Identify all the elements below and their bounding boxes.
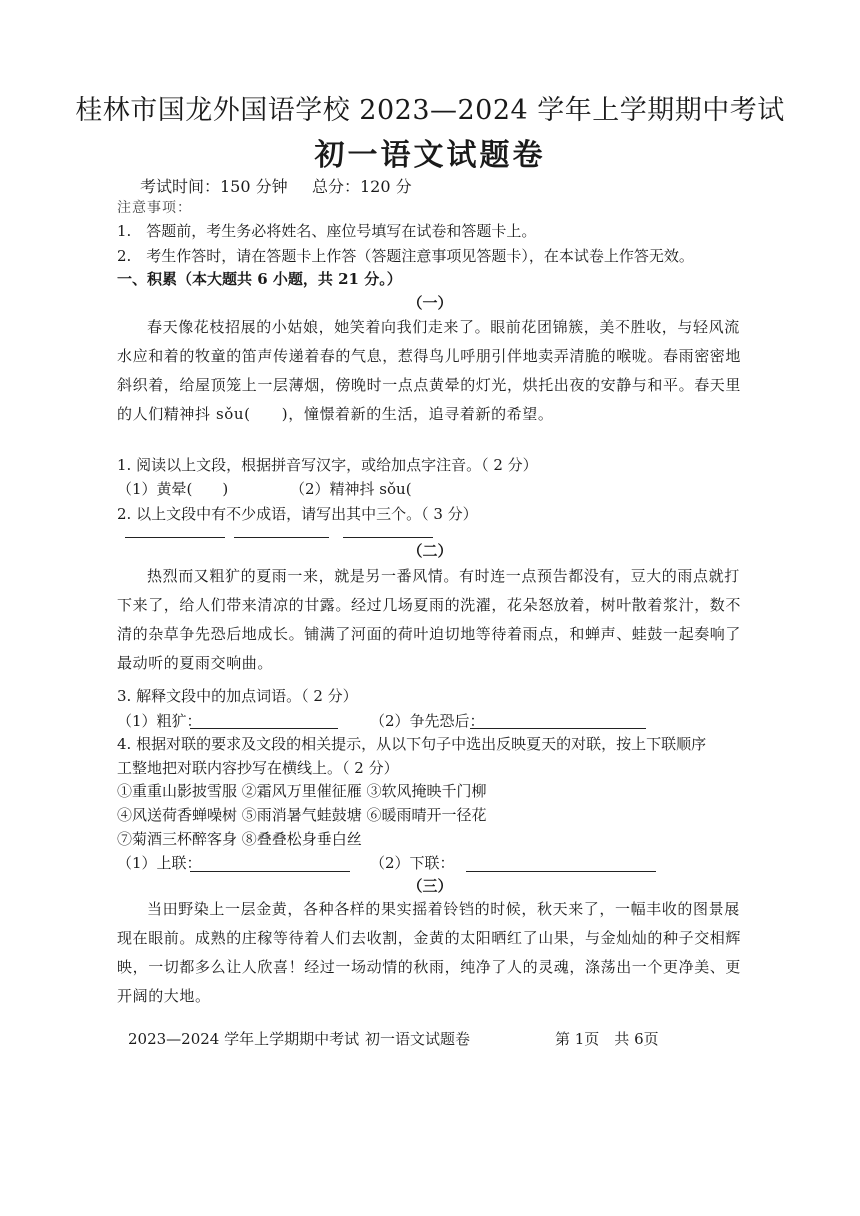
instruction-item: 2. 考生作答时，请在答题卡上作答（答题注意事项见答题卡），在本试卷上作答无效。 [117, 247, 694, 265]
couplet-options: ①重重山影披雪服 ②霜风万里催征雁 ③软风掩映千门柳 [117, 782, 487, 800]
total-score: 总分：120 分 [312, 177, 412, 196]
footer-page: 第 1页 共 6页 [555, 1030, 659, 1048]
answer-blank[interactable] [466, 870, 656, 872]
passage-line: 当田野染上一层金黄，各种各样的果实摇着铃铛的时候，秋天来了，一幅丰收的图景展 [147, 900, 740, 918]
answer-blank[interactable] [470, 727, 646, 729]
answer-blank[interactable] [125, 536, 225, 538]
passage-line: 最动听的夏雨交响曲。 [117, 654, 274, 672]
exam-title: 桂林市国龙外国语学校 2023—2024 学年上学期期中考试 [75, 95, 785, 126]
answer-blank[interactable] [190, 870, 350, 872]
question-4: 4. 根据对联的要求及文段的相关提示，从以下句子中选出反映夏天的对联，按上下联顺序 [117, 735, 707, 753]
passage-line: 映，一切都多么让人欣喜！经过一场动情的秋雨，纯净了人的灵魂，涤荡出一个更净美、更 [117, 958, 742, 976]
question-3: 3. 解释文段中的加点词语。（ 2 分） [117, 687, 358, 705]
question-2: 2. 以上文段中有不少成语，请写出其中三个。（ 3 分） [117, 505, 478, 523]
question-1-item-2: （2）精神抖 sǒu( [290, 480, 412, 498]
question-3-item-1: （1）粗犷： [117, 712, 202, 730]
passage-line: 下来了，给人们带来清凉的甘露。经过几场夏雨的洗濯，花朵怒放着，树叶散着浆汁，数不 [117, 596, 742, 614]
couplet-options: ④风送荷香蝉噪树 ⑤雨消暑气蛙鼓塘 ⑥暖雨晴开一径花 [117, 806, 487, 824]
question-4-upper: （1）上联： [117, 854, 202, 872]
answer-blank[interactable] [343, 536, 433, 538]
question-4-lower: （2）下联： [370, 854, 455, 872]
question-4-cont: 工整地把对联内容抄写在横线上。（ 2 分） [117, 759, 399, 777]
passage-line: 开阔的大地。 [117, 987, 211, 1005]
instruction-item: 1. 答题前，考生务必将姓名、座位号填写在试卷和答题卡上。 [117, 222, 537, 240]
question-1-item-1: （1）黄晕( ) [117, 480, 229, 498]
section-heading: 一、积累（本大题共 6 小题，共 21 分。） [117, 270, 402, 288]
part-three-heading: （三） [407, 877, 453, 895]
passage-line: 斜织着，给屋顶笼上一层薄烟，傍晚时一点点黄晕的灯光，烘托出夜的安静与和平。春天里 [117, 376, 742, 394]
footer-exam: 2023—2024 学年上学期期中考试 [128, 1030, 360, 1048]
answer-blank[interactable] [234, 536, 329, 538]
footer-paper: 初一语文试题卷 [365, 1030, 471, 1048]
question-1: 1. 阅读以上文段，根据拼音写汉字，或给加点字注音。（ 2 分） [117, 456, 538, 474]
passage-line: 清的杂草争先恐后地成长。铺满了河面的荷叶迫切地等待着雨点，和蝉声、蛙鼓一起奏响了 [117, 625, 742, 643]
couplet-options: ⑦菊酒三杯醉客身 ⑧叠叠松身垂白丝 [117, 830, 362, 848]
passage-line: 现在眼前。成熟的庄稼等待着人们去收割，金黄的太阳晒红了山果，与金灿灿的种子交相辉 [117, 929, 742, 947]
passage-line: 春天像花枝招展的小姑娘，她笑着向我们走来了。眼前花团锦簇，美不胜收，与轻风流 [147, 318, 740, 336]
notes-heading: 注意事项： [117, 200, 192, 216]
question-3-item-2: （2）争先恐后： [370, 712, 485, 730]
passage-line: 的人们精神抖 sǒu( )，憧憬着新的生活，追寻着新的希望。 [117, 405, 554, 423]
passage-line: 热烈而又粗犷的夏雨一来，就是另一番风情。有时连一点预告都没有，豆大的雨点就打 [147, 567, 740, 585]
part-two-heading: （二） [407, 542, 453, 560]
passage-line: 水应和着的牧童的笛声传递着春的气息，惹得鸟儿呼朋引伴地卖弄清脆的喉咙。春雨密密地 [117, 347, 742, 365]
exam-time: 考试时间：150 分钟 [140, 177, 288, 196]
paper-subtitle: 初一语文试题卷 [314, 138, 546, 173]
part-one-heading: （一） [407, 294, 453, 312]
answer-blank[interactable] [190, 727, 338, 729]
